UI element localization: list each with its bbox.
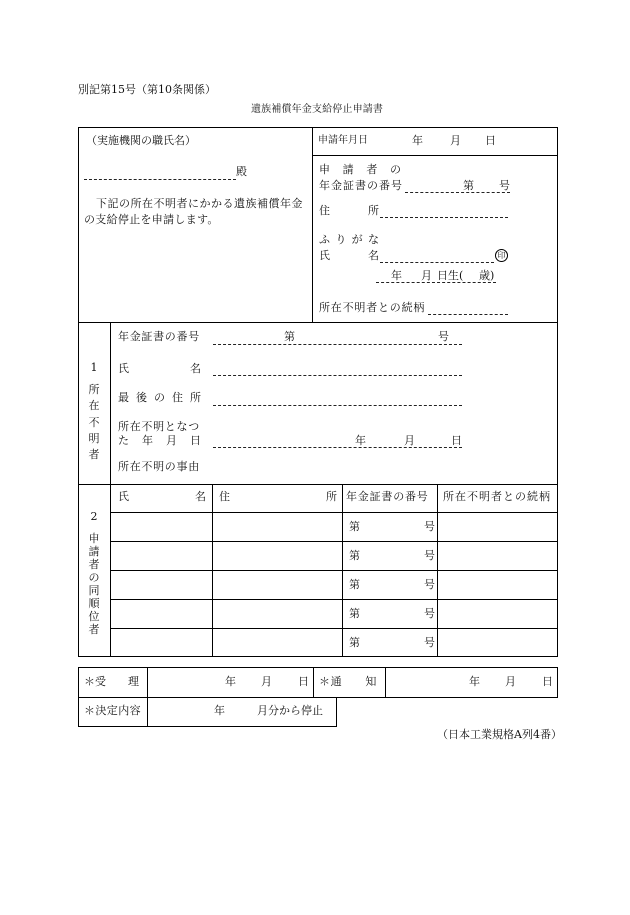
row-pension-prefix: 第 <box>349 549 360 562</box>
applicant-name-label-char: 氏 <box>319 249 330 262</box>
applicant-furigana-label <box>319 234 379 246</box>
divider <box>312 127 313 322</box>
applicant-relationship-line <box>428 314 508 315</box>
notified-day: 日 <box>542 675 553 688</box>
form-title-char: 年 <box>291 104 302 115</box>
received-label: ＊受 理 <box>84 675 139 688</box>
birth-year-unit: 年 <box>391 269 402 282</box>
section-1-title: 所在不明者 <box>88 383 100 462</box>
form-title-char: 書 <box>372 104 383 115</box>
row-pension-suffix: 号 <box>424 636 435 649</box>
applicant-address-label <box>319 205 379 217</box>
column-header-name-char: 名 <box>195 490 206 503</box>
form-title-char: 給 <box>322 104 333 115</box>
applicant-pension-label-line1-char: 請 <box>342 163 354 176</box>
application-date-month: 月 <box>450 134 461 147</box>
applicant-address-label-char: 住 <box>319 204 330 217</box>
last-address-label-char: 最 <box>118 391 129 404</box>
form-title-char: 請 <box>362 104 373 115</box>
table-row <box>110 570 557 600</box>
divider <box>78 322 558 323</box>
seal-mark <box>495 249 508 262</box>
application-date-year: 年 <box>412 134 423 147</box>
row-pension-suffix: 号 <box>424 607 435 620</box>
form-title-char: 族 <box>261 104 272 115</box>
applicant-name-label <box>319 250 379 262</box>
last-address-label-char: 住 <box>172 391 183 404</box>
divider <box>147 667 148 697</box>
last-address-label <box>118 392 201 404</box>
decision-text: 月分から停止 <box>257 704 323 717</box>
missing-name-label <box>118 363 201 375</box>
applicant-pension-label-line1-char: 申 <box>319 163 330 176</box>
birth-month-unit: 月 <box>421 269 432 282</box>
column-header-address <box>219 491 337 503</box>
notified-label: ＊通 知 <box>319 675 377 688</box>
missing-name-label-char: 氏 <box>118 362 129 375</box>
row-pension-suffix: 号 <box>424 520 435 533</box>
applicant-name-line <box>380 262 494 263</box>
addressee-label: （実施機関の職氏名） <box>86 134 196 147</box>
missing-name-line <box>213 375 462 376</box>
missing-date-label-line1: 所在不明となつ <box>118 420 200 433</box>
applicant-pension-prefix: 第 <box>463 179 474 192</box>
column-header-pension-number: 年金証書の番号 <box>346 490 429 503</box>
last-address-label-char: 所 <box>190 391 201 404</box>
form-title-char: 申 <box>352 104 363 115</box>
applicant-pension-number-line <box>405 192 510 193</box>
missing-name-label-char: 名 <box>190 362 201 375</box>
row-pension-prefix: 第 <box>349 636 360 649</box>
applicant-pension-label-line1 <box>319 164 401 176</box>
received-day: 日 <box>298 675 309 688</box>
application-date-label: 申請年月日 <box>318 135 368 146</box>
form-title <box>251 104 383 116</box>
divider <box>312 155 558 156</box>
missing-date-year: 年 <box>355 434 366 447</box>
form-reference: 別記第15号（第10条関係） <box>78 83 216 96</box>
applicant-birth-line <box>376 282 496 283</box>
table-row <box>110 541 557 571</box>
missing-date-label-line2-char: た <box>118 434 129 447</box>
office-use-receipt-box <box>78 667 558 698</box>
applicant-furigana-label-char: ふ <box>319 233 330 246</box>
last-address-label-char: 後 <box>136 391 147 404</box>
column-header-relationship: 所在不明者との続柄 <box>443 490 551 503</box>
statement-line-1: 下記の所在不明者にかかる遺族補償年金 <box>96 197 303 210</box>
age-unit: 歳) <box>479 269 495 282</box>
notified-year: 年 <box>469 675 480 688</box>
decision-label: ＊決定内容 <box>84 704 141 717</box>
received-year: 年 <box>225 675 236 688</box>
decision-year: 年 <box>214 704 225 717</box>
birth-day-unit: 日生( <box>437 269 464 282</box>
addressee-honorific: 殿 <box>236 165 247 178</box>
divider <box>313 667 314 697</box>
applicant-pension-suffix: 号 <box>499 179 510 192</box>
column-header-address-char: 所 <box>326 490 337 503</box>
column-header-name-char: 氏 <box>118 490 129 503</box>
form-title-char: 償 <box>281 104 292 115</box>
form-title-char: 支 <box>311 104 322 115</box>
missing-reason-label: 所在不明の事由 <box>118 460 200 473</box>
row-pension-prefix: 第 <box>349 520 360 533</box>
applicant-pension-label-line1-char: の <box>389 163 401 176</box>
divider <box>385 667 386 697</box>
applicant-name-label-char: 名 <box>368 249 379 262</box>
divider <box>78 484 558 485</box>
section-1-number: 1 <box>90 361 98 374</box>
column-header-address-char: 住 <box>219 490 230 503</box>
seal-char: 印 <box>497 251 506 260</box>
last-address-line <box>213 405 462 406</box>
form-title-char: 補 <box>271 104 282 115</box>
missing-date-month: 月 <box>404 434 415 447</box>
statement-line-2: の支給停止を申請します。 <box>84 213 219 226</box>
missing-date-day: 日 <box>451 434 462 447</box>
missing-pension-line <box>213 344 462 345</box>
last-address-label-char: の <box>154 391 165 404</box>
row-pension-suffix: 号 <box>424 549 435 562</box>
applicant-address-label-char: 所 <box>368 204 379 217</box>
form-title-char: 遺 <box>251 104 261 115</box>
missing-date-label-line2-char: 年 <box>142 434 153 447</box>
column-header-name <box>118 491 206 503</box>
application-date-day: 日 <box>485 134 496 147</box>
row-pension-prefix: 第 <box>349 607 360 620</box>
addressee-name-line <box>84 179 236 180</box>
missing-pension-prefix: 第 <box>284 330 295 343</box>
notified-month: 月 <box>505 675 516 688</box>
row-pension-suffix: 号 <box>424 578 435 591</box>
missing-date-label-line2-char: 月 <box>166 434 177 447</box>
form-title-char: 停 <box>332 104 343 115</box>
applicant-address-line <box>380 217 508 218</box>
applicant-furigana-label-char: な <box>367 233 379 246</box>
table-row <box>110 628 557 657</box>
row-pension-prefix: 第 <box>349 578 360 591</box>
missing-date-label-line2 <box>118 435 201 447</box>
table-row <box>110 599 557 629</box>
form-title-char: 金 <box>301 104 312 115</box>
applicant-furigana-label-char: り <box>335 233 347 246</box>
applicant-pension-label-line2: 年金証書の番号 <box>319 179 403 192</box>
divider <box>147 697 148 726</box>
missing-date-line <box>213 447 462 448</box>
table-row <box>110 512 557 542</box>
applicant-relationship-label: 所在不明者との続柄 <box>319 301 426 314</box>
applicant-pension-label-line1-char: 者 <box>366 163 378 176</box>
section-2-number: 2 <box>90 510 98 523</box>
missing-date-label-line2-char: 日 <box>190 434 201 447</box>
paper-size-note: （日本工業規格A列4番） <box>437 728 562 741</box>
missing-pension-label: 年金証書の番号 <box>118 330 200 343</box>
missing-pension-suffix: 号 <box>438 330 449 343</box>
received-month: 月 <box>261 675 272 688</box>
section-2-title: 申請者の同順位者 <box>88 532 100 636</box>
applicant-furigana-label-char: が <box>351 233 363 246</box>
form-title-char: 止 <box>342 104 353 115</box>
